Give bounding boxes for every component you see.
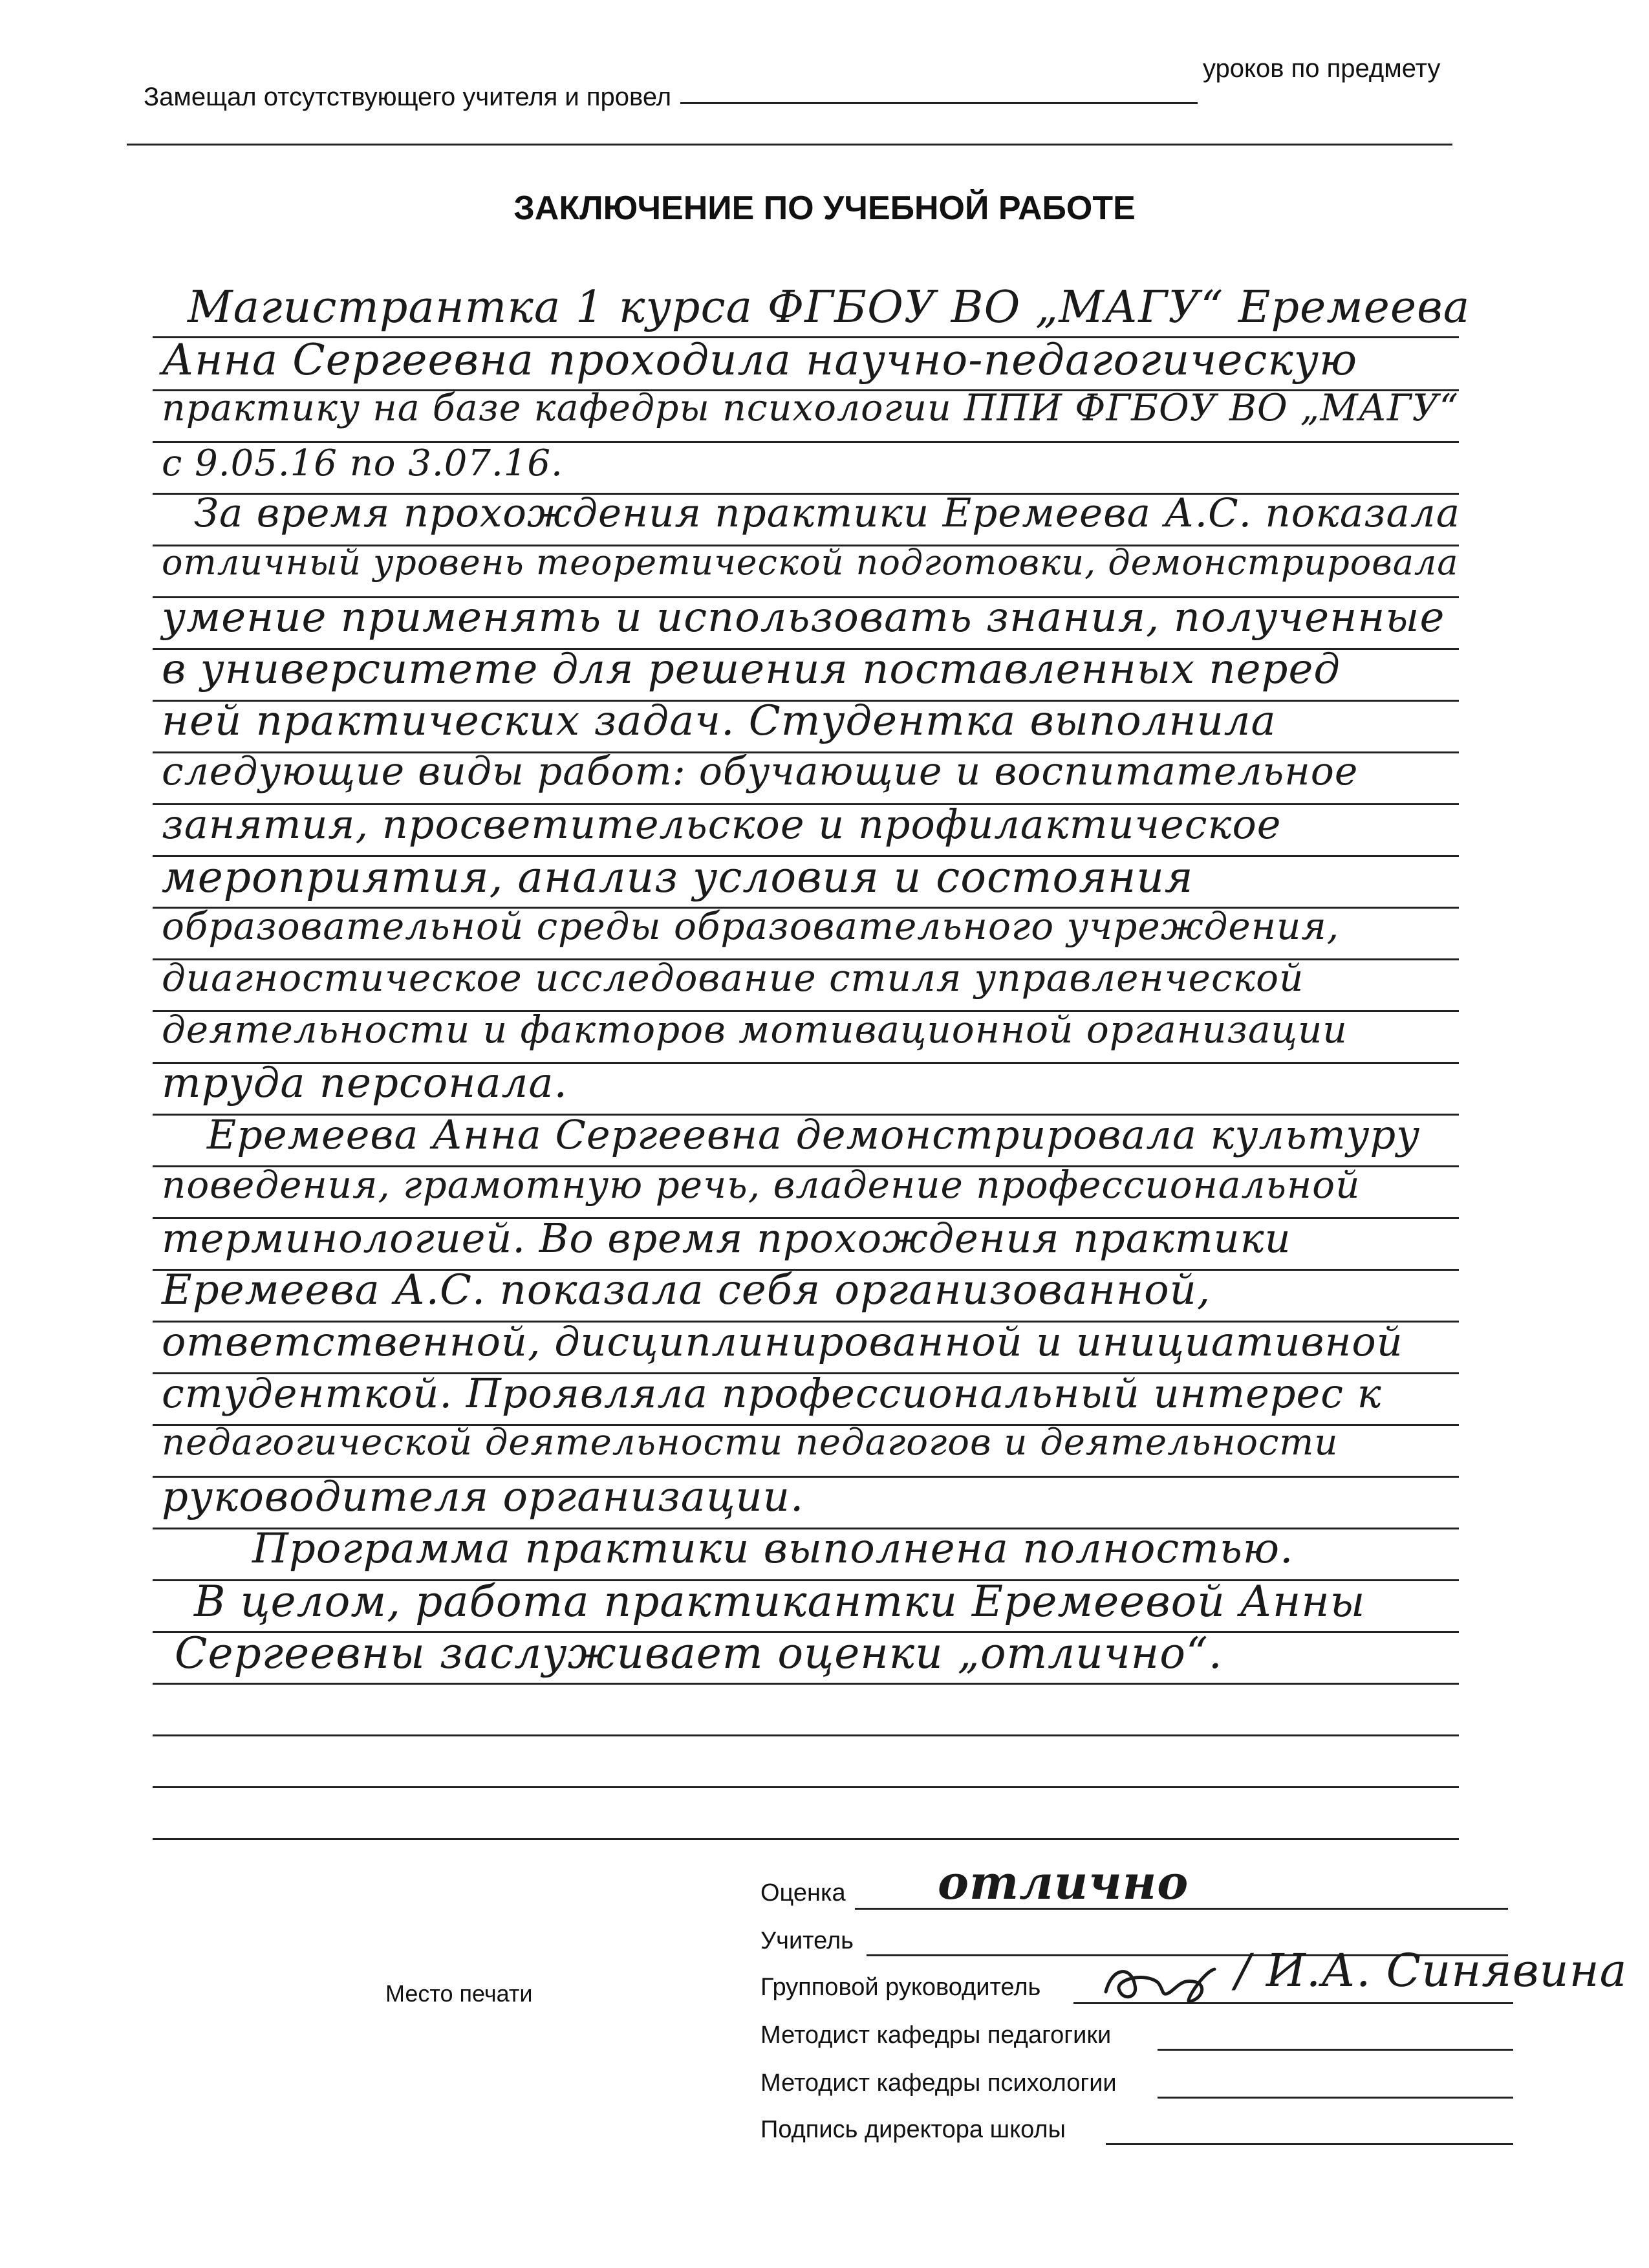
conclusion-line: За время прохождения практики Еремеева А.С. показала [194, 490, 1461, 536]
methodist-psychology-field[interactable] [1158, 2097, 1513, 2099]
lessons-label: уроков по предмету [1203, 54, 1441, 83]
conclusion-line: отличный уровень теоретической подготовки, демонстрировала [162, 542, 1459, 583]
conclusion-line: в университете для решения поставленных перед [162, 645, 1341, 693]
conclusion-line: В целом, работа практикантки Еремеевой Анны [194, 1577, 1366, 1626]
conclusion-line: занятия, просветительское и профилактическое [162, 801, 1282, 848]
methodist-pedagogy-field[interactable] [1158, 2049, 1513, 2051]
conclusion-line: ответственной, дисциплинированной и инициативной [162, 1318, 1403, 1365]
conclusion-line: практику на базе кафедры психологии ППИ ФГБОУ ВО „МАГУ“ [162, 387, 1459, 429]
conclusion-line: Сергеевны заслуживает оценки „отлично“. [175, 1628, 1223, 1678]
teacher-label: Учитель [760, 1927, 854, 1954]
seal-label: Место печати [385, 1980, 533, 2007]
conclusion-line: поведения, грамотную речь, владение профессиональной [162, 1163, 1361, 1207]
conclusion-line: студенткой. Проявляла профессиональный интерес к [162, 1370, 1382, 1417]
conclusion-line: диагностическое исследование стиля управленческой [162, 956, 1304, 1000]
grade-label: Оценка [760, 1879, 846, 1906]
conclusion-line: терминологией. Во время прохождения практики [162, 1215, 1291, 1262]
conclusion-line: руководителя организации. [162, 1473, 804, 1521]
substitute-label: Замещал отсутствующего учителя и провел [144, 83, 672, 111]
page-title: ЗАКЛЮЧЕНИЕ ПО УЧЕБНОЙ РАБОТЕ [513, 189, 1136, 227]
group-leader-name: / И.А. Синявина [1235, 1944, 1628, 1997]
group-leader-label: Групповой руководитель [760, 1974, 1041, 2001]
grade-value: отлично [938, 1855, 1189, 1910]
conclusion-line: Анна Сергеевна проходила научно-педагогическую [162, 335, 1358, 385]
conclusion-line: следующие виды работ: обучающие и воспитательное [162, 749, 1359, 794]
conclusion-line: Программа практики выполнена полностью. [252, 1525, 1294, 1573]
conclusion-line: мероприятия, анализ условия и состояния [162, 852, 1194, 902]
methodist-pedagogy-label: Методист кафедры педагогики [760, 2022, 1112, 2049]
methodist-psychology-label: Методист кафедры психологии [760, 2069, 1117, 2097]
conclusion-line: педагогической деятельности педагогов и деятельности [162, 1421, 1339, 1463]
conclusion-line: образовательной среды образовательного учреждения, [162, 904, 1340, 948]
director-signature-label: Подпись директора школы [760, 2116, 1066, 2143]
conclusion-line: Магистрантка 1 курса ФГБОУ ВО „МАГУ“ Еремеева [188, 282, 1471, 333]
conclusion-line: умение применять и использовать знания, полученные [162, 594, 1445, 642]
header-divider [127, 144, 1452, 146]
conclusion-line: ней практических задач. Студентка выполнила [162, 697, 1277, 745]
conclusion-line: с 9.05.16 по 3.07.16. [162, 442, 563, 484]
conclusion-line: Еремеева Анна Сергеевна демонстрировала культуру [207, 1111, 1421, 1158]
conclusion-line: деятельности и факторов мотивационной организации [162, 1008, 1348, 1052]
conclusion-line: труда персонала. [162, 1059, 568, 1107]
director-signature-field[interactable] [1106, 2143, 1513, 2145]
conclusion-line: Еремеева А.С. показала себя организованной, [162, 1266, 1211, 1314]
substitute-blank-line[interactable] [680, 102, 1198, 104]
signature-scribble [1099, 1953, 1222, 2011]
